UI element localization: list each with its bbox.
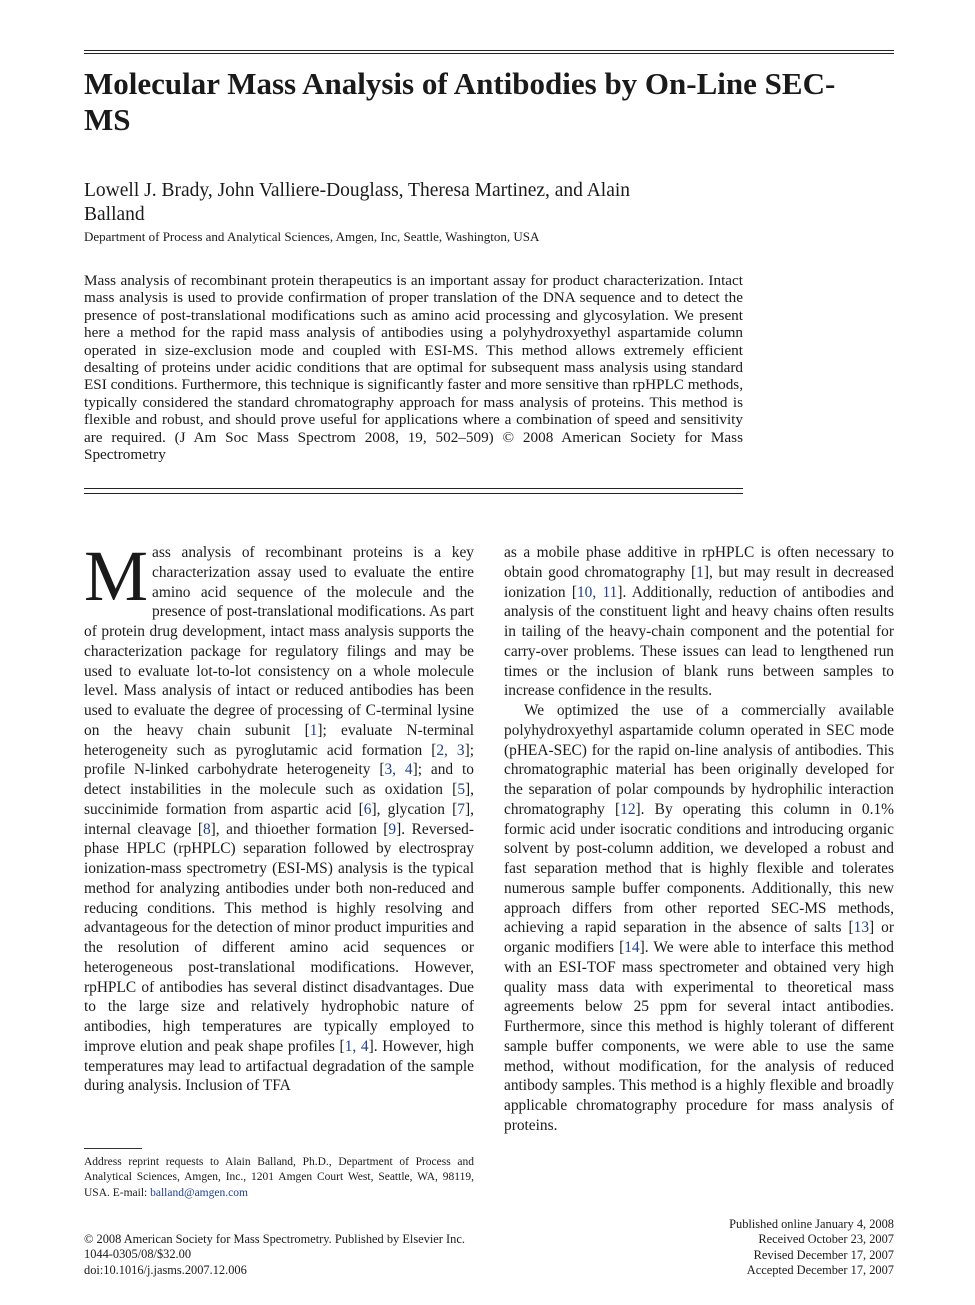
citation-link[interactable]: 12 bbox=[620, 800, 636, 818]
abstract: Mass analysis of recombinant protein therapeutics is an important assay for product characterization. Intact mass analysis is used to provide confirmation of proper translation of the DNA sequence and to detect the presence of post-translational modifications such as amino acid processing and glycosylation. We present here a method for the rapid mass analysis of antibodies using a polyhydroxyethyl aspartamide column operated in size-exclusion mode and coupled with ESI-MS. This method allows extremely efficient desalting of proteins under acidic conditions that are optimal for subsequent mass analysis using standard ESI conditions. Furthermore, this technique is significantly faster and more sensitive than rpHPLC methods, typically considered the standard chromatography approach for mass analysis of proteins. This method is flexible and robust, and should prove useful for applications where a combination of speed and sensitivity are required. (J Am Soc Mass Spectrom 2008, 19, 502–509) © 2008 American Society for Mass Spectrometry bbox=[84, 272, 743, 464]
article-title: Molecular Mass Analysis of Antibodies by On-Line SEC-MS bbox=[84, 66, 836, 137]
drop-cap: M bbox=[84, 536, 149, 616]
doi-line: doi:10.1016/j.jasms.2007.12.006 bbox=[84, 1262, 247, 1277]
received-date: Received October 23, 2007 bbox=[758, 1232, 894, 1247]
abstract-rule bbox=[84, 488, 743, 489]
citation-link[interactable]: 14 bbox=[624, 939, 640, 956]
citation-link[interactable]: 8 bbox=[202, 820, 211, 838]
correspondence-footnote: Address reprint requests to Alain Balland, Ph.D., Department of Process and Analytical Sciences, Amgen, Inc., 1201 Amgen Court West, Seattle, WA, 98119, USA. E-mail: balland@amgen.com bbox=[84, 1156, 474, 1199]
intro-paragraph-2: We optimized the use of a commercially available polyhydroxyethyl aspartamide column operated in SEC mode (pHEA-SEC) for the rapid on-line analysis of antibodies. This chromatographic material has been originally developed for the separation of polar compounds by hydrophilic interaction chromatography [12]. By operating this column in 0.1% formic acid under isocratic conditions and introducing organic solvent by post-column addition, we developed a robust and fast separation method that is highly flexible and tolerates numerous sample buffer components. Additionally, this new approach differs from other reported SEC-MS methods, achieving a rapid separation in the absence of salts [13] or organic modifiers [14]. We were able to interface this method with an ESI-TOF mass spectrometer and obtained very high quality mass data with experimental to theoretical mass agreements below 25 ppm for several intact antibodies. Furthermore, since this method is highly tolerant of different sample buffer components, we were able to use the same method, without modification, for the analysis of reduced antibody samples. This method is a highly flexible and broadly applicable chromatography procedure for mass analysis of proteins. bbox=[504, 702, 894, 1134]
top-rule-thin bbox=[84, 53, 894, 54]
citation-link[interactable]: 3, 4 bbox=[384, 761, 413, 779]
published-online-date: Published online January 4, 2008 bbox=[729, 1217, 894, 1231]
citation-link[interactable]: 7 bbox=[457, 800, 465, 818]
author-list: Lowell J. Brady, John Valliere-Douglass, Theresa Martinez, and Alain Balland bbox=[84, 180, 631, 225]
citation-link[interactable]: 2, 3 bbox=[436, 741, 465, 759]
citation-link[interactable]: 1 bbox=[696, 563, 704, 581]
body-column-right bbox=[504, 543, 894, 1136]
issn-line: 1044-0305/08/$32.00 bbox=[84, 1247, 192, 1262]
revised-date: Revised December 17, 2007 bbox=[753, 1247, 894, 1262]
top-rule bbox=[84, 50, 894, 51]
accepted-date: Accepted December 17, 2007 bbox=[746, 1262, 894, 1277]
intro-paragraph-1: Mass analysis of recombinant proteins is a key characterization assay used to evaluate the entire amino acid sequence of the molecule and the presence of post-translational modifications. As part of protein drug development, intact mass analysis supports the characterization package for regulatory filings and may be used to evaluate lot-to-lot consistency on a whole molecule level. Mass analysis of intact or reduced antibodies has been used to evaluate the degree of processing of C-terminal lysine on the heavy chain subunit [1]; evaluate N-terminal heterogeneity such as pyroglutamic acid formation [2, 3]; profile N-linked carbohydrate heterogeneity [3, 4]; and to detect instabilities in the molecule such as oxidation [5], succinimide formation from aspartic acid [6], glycation [7], internal cleavage [8], and thioether formation [9]. Reversed-phase HPLC (rpHPLC) separation followed by electrospray ionization-mass spectrometry (ESI-MS) analysis is the typical method for analyzing antibodies under both non-reduced and reducing conditions. This method is highly resolving and advantageous for the detection of minor product impurities and the resolution of different amino acid sequences or heterogeneous post-translational modifications. However, rpHPLC of antibodies has several distinct disadvantages. Due to the large size and relatively hydrophobic nature of antibodies, high temperatures are typically employed to improve elution and peak shape profiles [1, 4]. However, high temperatures may lead to artifactual degradation of the sample during analysis. Inclusion of TFA bbox=[84, 536, 474, 1095]
copyright-block bbox=[84, 1232, 465, 1278]
citation-link[interactable]: 6 bbox=[363, 800, 372, 818]
publication-dates bbox=[729, 1217, 894, 1278]
intro-paragraph-1-continued: as a mobile phase additive in rpHPLC is often necessary to obtain good chromatography [1], but may result in decreased ionization [10, 11]. Additionally, reduction of antibodies and analysis of the constituent light and heavy chains often results in tailing of the heavy-chain component and the potential for carry-over problems. These issues can lead to lengthened run times or the inclusion of blank runs between samples to increase confidence in the results. bbox=[504, 544, 895, 700]
citation-link[interactable]: 1 bbox=[309, 721, 318, 739]
abstract-rule-second bbox=[84, 493, 743, 494]
citation-link[interactable]: 10, 11 bbox=[576, 583, 618, 601]
citation-link[interactable]: 5 bbox=[457, 781, 466, 798]
body-column-left bbox=[84, 536, 474, 1096]
email-link[interactable]: balland@amgen.com bbox=[150, 1186, 248, 1199]
citation-link[interactable]: 1, 4 bbox=[344, 1037, 369, 1055]
footnote-rule bbox=[84, 1148, 142, 1149]
affiliation: Department of Process and Analytical Sciences, Amgen, Inc, Seattle, Washington, USA bbox=[84, 229, 540, 244]
copyright-line: © 2008 American Society for Mass Spectrometry. Published by Elsevier Inc. bbox=[84, 1232, 465, 1246]
citation-link[interactable]: 13 bbox=[853, 919, 870, 937]
citation-link[interactable]: 9 bbox=[388, 820, 397, 838]
